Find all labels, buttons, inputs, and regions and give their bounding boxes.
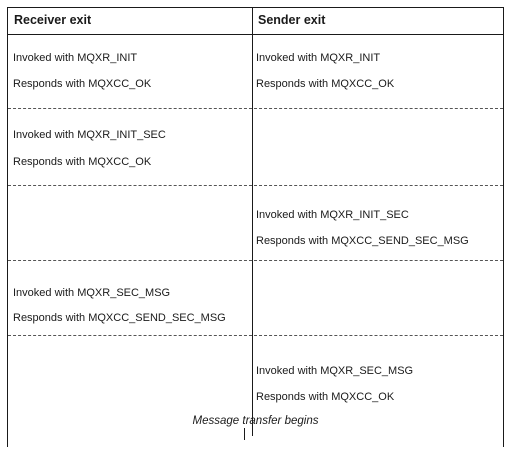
row-separator [8, 185, 503, 186]
row4-receiver-invoked: Invoked with MQXR_SEC_MSG [13, 287, 171, 299]
receiver-exit-header: Receiver exit [14, 13, 92, 27]
row1-receiver-responds: Responds with MQXCC_OK [13, 78, 152, 90]
row1-sender-invoked: Invoked with MQXR_INIT [256, 52, 381, 64]
row1-receiver-invoked: Invoked with MQXR_INIT [13, 52, 138, 64]
row-separator [8, 260, 503, 261]
row4-receiver-responds: Responds with MQXCC_SEND_SEC_MSG [13, 312, 226, 324]
row1-sender-responds: Responds with MQXCC_OK [256, 78, 395, 90]
row3-sender-responds: Responds with MQXCC_SEND_SEC_MSG [256, 235, 469, 247]
exit-sequence-diagram [7, 7, 504, 447]
sender-exit-header: Sender exit [258, 13, 326, 27]
message-transfer-label: Message transfer begins [192, 415, 319, 427]
header-row [8, 8, 503, 35]
row2-receiver-invoked: Invoked with MQXR_INIT_SEC [13, 129, 166, 141]
row-separator [8, 335, 503, 336]
column-divider [252, 8, 253, 436]
row3-sender-invoked: Invoked with MQXR_INIT_SEC [256, 209, 409, 221]
row2-receiver-responds: Responds with MQXCC_OK [13, 156, 152, 168]
row5-sender-invoked: Invoked with MQXR_SEC_MSG [256, 365, 414, 377]
row-separator [8, 108, 503, 109]
divider-tail [244, 428, 245, 440]
row5-sender-responds: Responds with MQXCC_OK [256, 391, 395, 403]
